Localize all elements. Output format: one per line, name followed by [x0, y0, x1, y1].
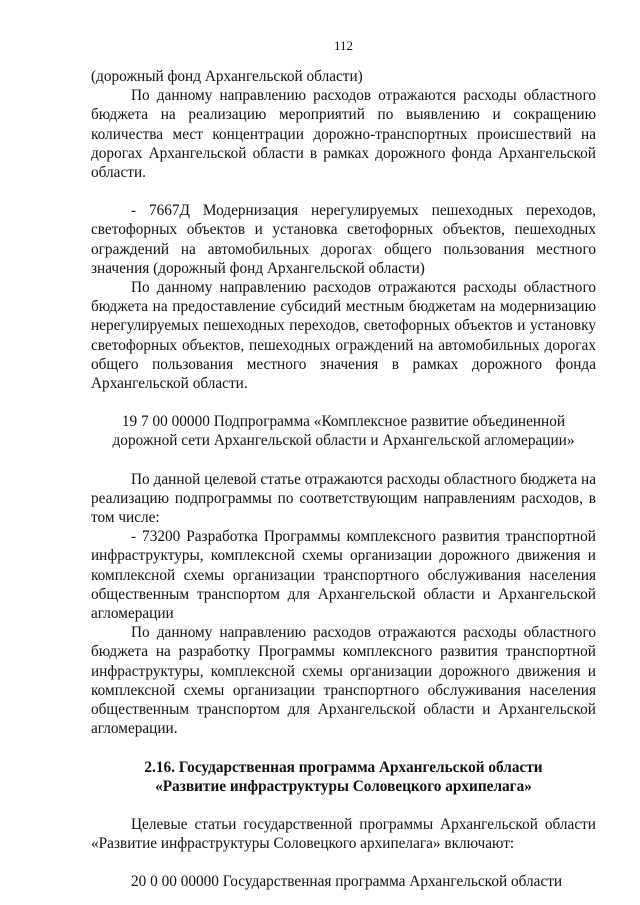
- paragraph-subprogram-intro: По данной целевой статье отражаются расходы областного бюджета на реализацию подпрограммы по соответствующим направлениям расходов, в том числе:: [91, 470, 596, 527]
- paragraph-fund-end: (дорожный фонд Архангельской области): [91, 68, 363, 85]
- subprogram-heading-line-1: 19 7 00 00000 Подпрограмма «Комплексное развитие объединенной: [121, 413, 566, 431]
- subprogram-heading-line-2: дорожной сети Архангельской области и Архангельской агломерации»: [112, 432, 575, 450]
- section-title-line-1: 2.16. Государственная программа Архангельской области: [144, 758, 543, 776]
- paragraph-dtp-description: По данному направлению расходов отражаются расходы областного бюджета на реализацию мероприятий по выявлению и сокращению количества мест концентрации дорожно-транспортных происшествий на дорогах Архангельской области в рамках дорожного фонда Архангельской области.: [91, 87, 596, 182]
- paragraph-73200-description: По данному направлению расходов отражаются расходы областного бюджета на разработку Программы комплексного развития транспортной инфраструктуры, комплексной схемы организации дорожного движения и комплексной схемы организации транспортного обслуживания населения общественным транспортом для Архангельской области и Архангельской агломерации.: [91, 624, 596, 738]
- paragraph-7667d-description: По данному направлению расходов отражаются расходы областного бюджета на предоставление субсидий местным бюджетам на модернизацию нерегулируемых пешеходных переходов, светофорных объектов и установку светофорных объектов, пешеходных ограждений на автомобильных дорогах общего пользования местного значения в рамках дорожного фонда Архангельской области.: [91, 279, 596, 393]
- paragraph-program-code: 20 0 00 00000 Государственная программа Архангельской области: [131, 873, 563, 891]
- paragraph-73200-item: - 73200 Разработка Программы комплексного развития транспортной инфраструктуры, комплексной схемы организации дорожного движения и комплексной схемы организации транспортного обслуживания населения общественным транспортом для Архангельской области и Архангельской агломерации: [91, 528, 596, 623]
- paragraph-target-articles: Целевые статьи государственной программы Архангельской области «Развитие инфраструктуры Соловецкого архипелага» включают:: [91, 815, 596, 853]
- paragraph-7667d-item: - 7667Д Модернизация нерегулируемых пешеходных переходов, светофорных объектов и установка светофорных объектов, пешеходных ограждений на автомобильных дорогах общего пользования местного значения (дорожный фонд Архангельской области): [91, 202, 596, 277]
- section-title-line-2: «Развитие инфраструктуры Соловецкого архипелага»: [155, 777, 532, 795]
- page-number: 112: [333, 38, 354, 53]
